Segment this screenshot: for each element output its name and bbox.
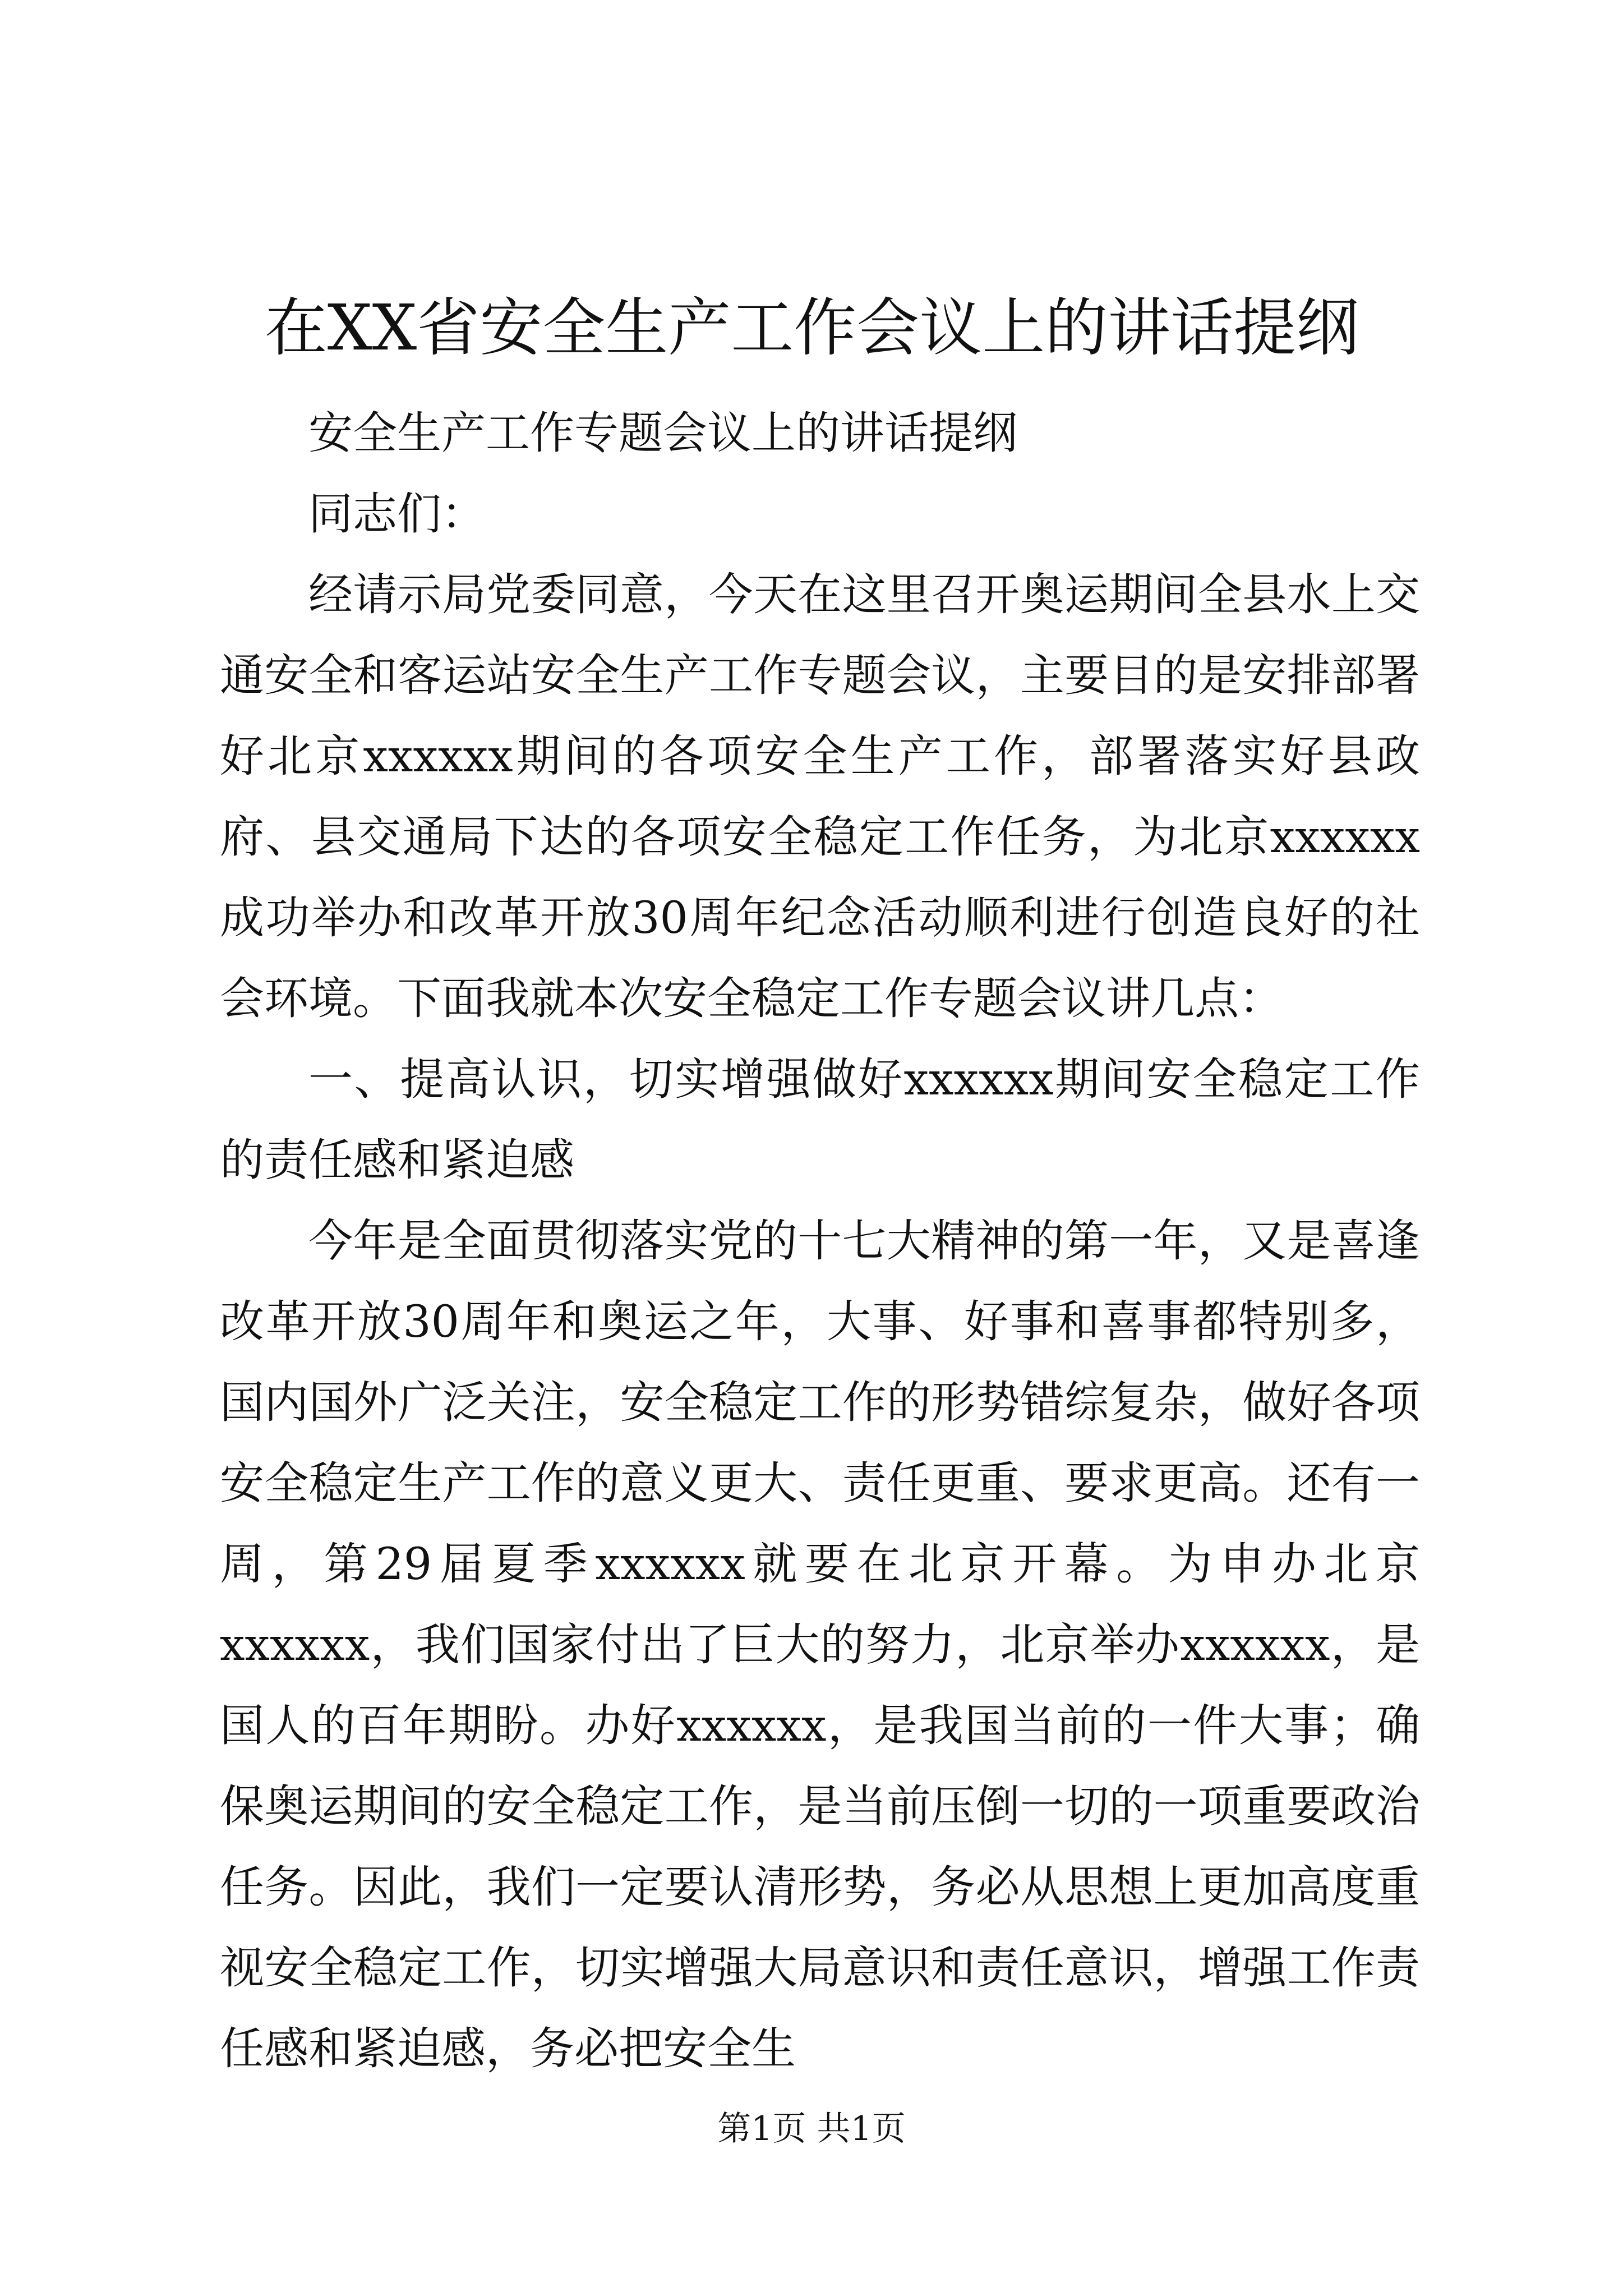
subtitle-paragraph: 安全生产工作专题会议上的讲话提纲 — [308, 407, 1017, 459]
page-footer: 第1页 共1页 — [717, 2109, 906, 2148]
document-title: 在XX省安全生产工作会议上的讲话提纲 — [264, 292, 1359, 365]
salutation-paragraph: 同志们： — [308, 488, 486, 540]
document-body — [220, 393, 1420, 2089]
body-paragraph: 今年是全面贯彻落实党的十七大精神的第一年，又是喜逢改革开放30周年和奥运之年，大事、好事和喜事都特别多，国内国外广泛关注，安全稳定工作的形势错综复杂，做好各项安全稳定生产工作的意义更大、责任更重、要求更高。还有一周，第29届夏季xxxxxx就要在北京开幕。为申办北京xxxxxx，我们国家付出了巨大的努力，北京举办xxxxxx，是国人的百年期盼。办好xxxxxx，是我国当前的一件大事；确保奥运期间的安全稳定工作，是当前压倒一切的一项重要政治任务。因此，我们一定要认清形势，务必从思想上更加高度重视安全稳定工作，切实增强大局意识和责任意识，增强工作责任感和紧迫感，务必把安全生 — [220, 1215, 1420, 2074]
section-heading: 一、提高认识，切实增强做好xxxxxx期间安全稳定工作的责任感和紧迫感 — [220, 1053, 1420, 1186]
body-paragraph: 经请示局党委同意，今天在这里召开奥运期间全县水上交通安全和客运站安全生产工作专题会议，主要目的是安排部署好北京xxxxxx期间的各项安全生产工作，部署落实好县政府、县交通局下达的各项安全稳定工作任务，为北京xxxxxx成功举办和改革开放30周年纪念活动顺利进行创造良好的社会环境。下面我就本次安全稳定工作专题会议讲几点： — [220, 569, 1420, 1024]
